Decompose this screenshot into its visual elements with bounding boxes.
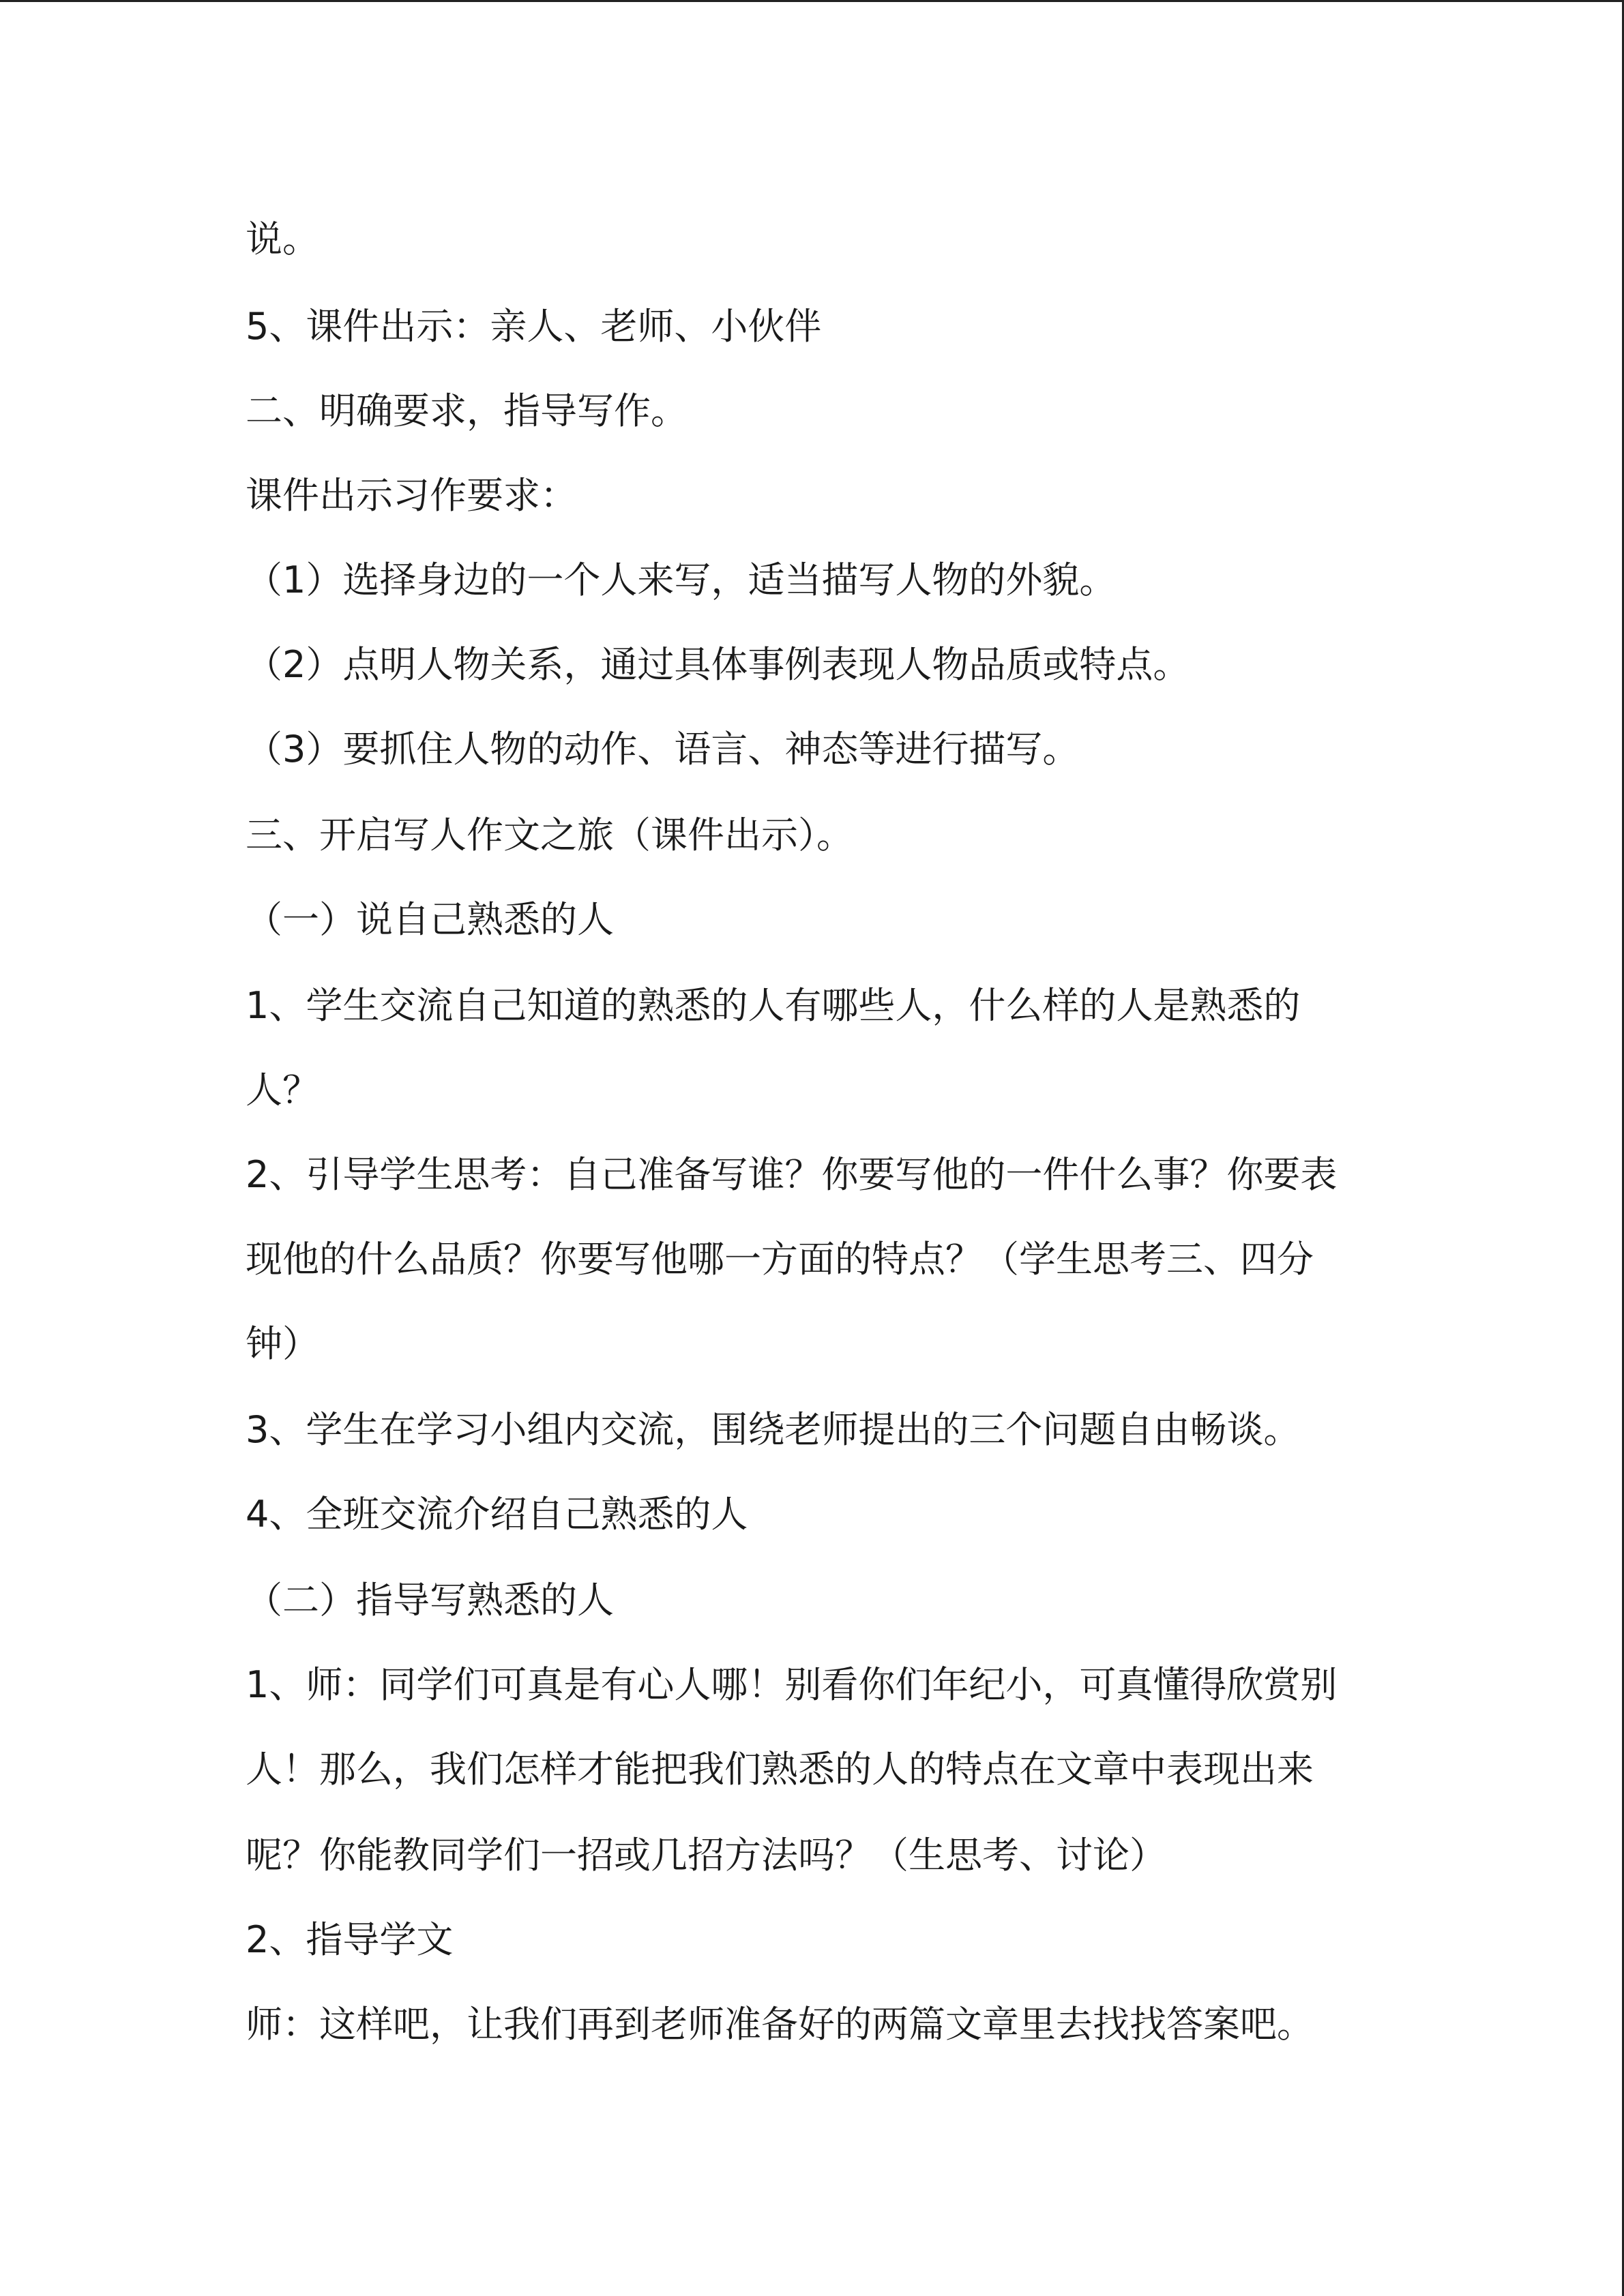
text-line: 人！那么，我们怎样才能把我们熟悉的人的特点在文章中表现出来 bbox=[246, 1748, 1314, 1791]
text-line: 5、课件出示：亲人、老师、小伙伴 bbox=[246, 305, 822, 348]
section-heading: 三、开启写人作文之旅（课件出示）。 bbox=[246, 814, 853, 856]
subsection-heading: （一）说自己熟悉的人 bbox=[246, 898, 614, 941]
text-line: 4、全班交流介绍自己熟悉的人 bbox=[246, 1493, 748, 1536]
list-item: （2）点明人物关系，通过具体事例表现人物品质或特点。 bbox=[246, 643, 1190, 686]
section-heading: 二、明确要求，指导写作。 bbox=[246, 389, 688, 432]
text-line: 1、师：同学们可真是有心人哪！别看你们年纪小，可真懂得欣赏别 bbox=[246, 1663, 1338, 1706]
text-line: 师：这样吧，让我们再到老师准备好的两篇文章里去找找答案吧。 bbox=[246, 2003, 1314, 2046]
text-line: 现他的什么品质？你要写他哪一方面的特点？（学生思考三、四分 bbox=[246, 1238, 1314, 1281]
text-line: 人？ bbox=[246, 1069, 319, 1112]
text-line: 课件出示习作要求： bbox=[246, 474, 577, 517]
text-line: 2、指导学文 bbox=[246, 1918, 454, 1961]
list-item: （1）选择身边的一个人来写，适当描写人物的外貌。 bbox=[246, 558, 1117, 601]
text-line: 说。 bbox=[246, 218, 319, 260]
text-line: 钟） bbox=[246, 1322, 319, 1365]
list-item: （3）要抓住人物的动作、语言、神态等进行描写。 bbox=[246, 728, 1080, 771]
text-line: 呢？你能教同学们一招或几招方法吗？（生思考、讨论） bbox=[246, 1834, 1166, 1877]
text-line: 3、学生在学习小组内交流，围绕老师提出的三个问题自由畅谈。 bbox=[246, 1408, 1301, 1451]
subsection-heading: （二）指导写熟悉的人 bbox=[246, 1579, 614, 1622]
text-line: 2、引导学生思考：自己准备写谁？你要写他的一件什么事？你要表 bbox=[246, 1153, 1338, 1196]
text-line: 1、学生交流自己知道的熟悉的人有哪些人，什么样的人是熟悉的 bbox=[246, 984, 1301, 1027]
